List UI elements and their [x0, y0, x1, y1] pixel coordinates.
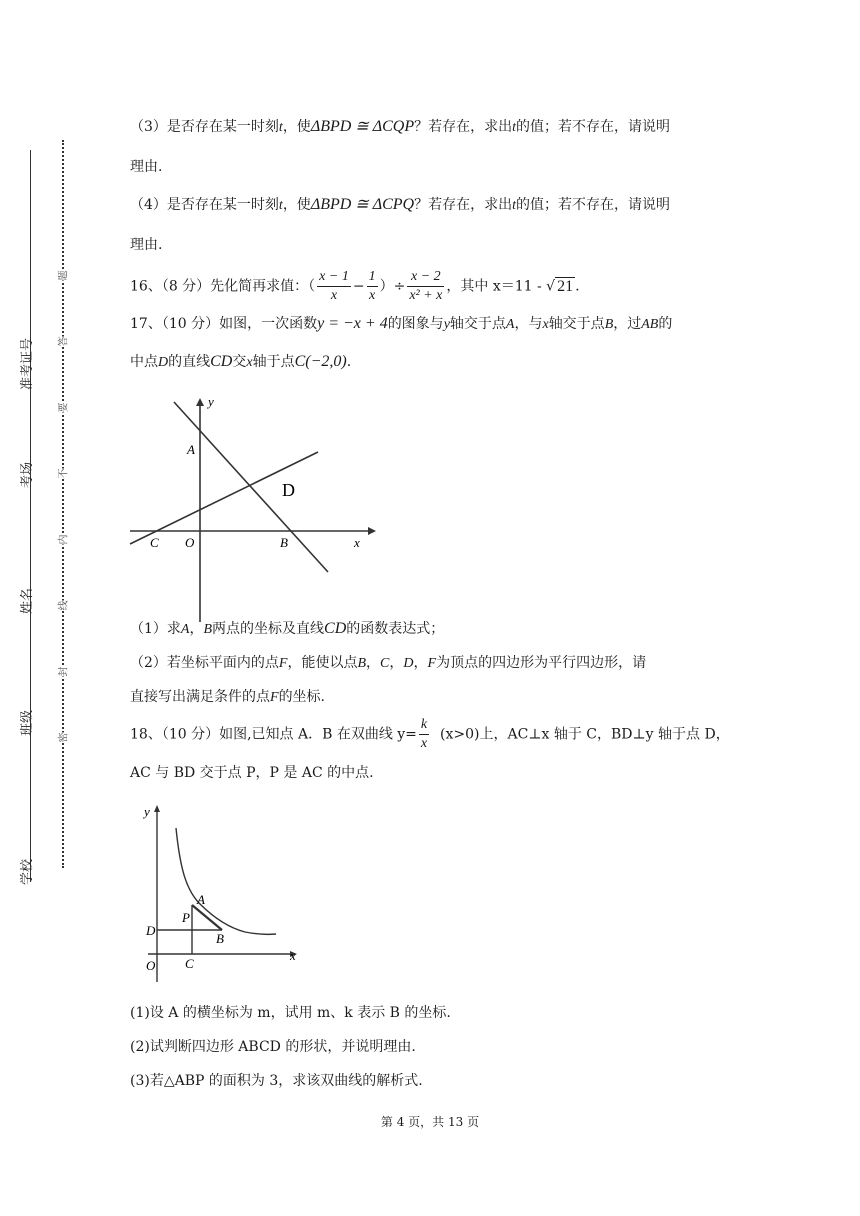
text: ，: [189, 621, 204, 637]
label-O: O: [185, 535, 195, 550]
text: 18、（10 分）如图,已知点 A．B 在双曲线 y=: [130, 726, 417, 743]
q15-part3: [130, 117, 730, 138]
var: x: [246, 355, 253, 370]
text: ，过: [613, 316, 642, 332]
label-D: D: [146, 923, 156, 938]
var: A: [505, 317, 515, 332]
var: A: [180, 622, 190, 637]
var-t: t: [512, 120, 516, 135]
q17-sub2-cont: [130, 687, 730, 708]
var: AB: [641, 317, 659, 332]
fraction: [367, 268, 378, 305]
var-t: t: [278, 120, 283, 135]
segment-AB: [192, 905, 222, 930]
margin-char: 要: [55, 403, 70, 413]
label-y: y: [208, 394, 214, 409]
margin-label-exam-room: 考场: [20, 461, 35, 488]
numerator: k: [419, 716, 429, 735]
var: F: [427, 656, 437, 671]
text: 为顶点的四边形为平行四边形，请: [436, 655, 647, 671]
text: ，: [366, 655, 381, 671]
var: B: [203, 622, 213, 637]
q15-part4: [130, 195, 730, 216]
text: 中点: [130, 354, 158, 370]
denominator: x² + x: [409, 288, 443, 303]
text: （2）若坐标平面内的点: [130, 655, 279, 671]
q17-line1: [130, 314, 730, 335]
text: (x>0)上，AC⊥x 轴于 C，BD⊥y 轴于点 D，: [440, 726, 730, 743]
q18-line2: [130, 763, 730, 783]
text: （1）求: [130, 621, 181, 637]
text: 直接写出满足条件的点: [130, 689, 270, 705]
text: 的直线: [168, 354, 211, 370]
var: x: [542, 317, 549, 332]
numerator: 1: [367, 268, 378, 287]
numerator: x − 1: [317, 268, 351, 287]
text: ，能使以点: [287, 655, 358, 671]
margin-char: 线: [55, 601, 70, 611]
text: ，: [389, 655, 404, 671]
margin-dotted-line: [62, 140, 64, 868]
fraction: [317, 268, 351, 305]
text: (3)若△ABP 的面积为 3，求该双曲线的解析式.: [130, 1073, 423, 1089]
denominator: x: [368, 288, 376, 303]
var: D: [158, 355, 169, 370]
radicand: 21: [557, 277, 574, 295]
var-t: t: [512, 198, 516, 213]
q17-sub2: [130, 653, 730, 674]
label-A: A: [197, 892, 205, 907]
text: 轴于点: [252, 354, 295, 370]
q15-part3-cont: [130, 157, 730, 177]
text: AC 与 BD 交于点 P，P 是 AC 的中点.: [130, 765, 374, 781]
q17-figure: [128, 392, 388, 624]
congruence-expression: ΔBPD ≅ ΔCQP: [310, 118, 415, 135]
denominator: x: [330, 288, 338, 303]
q18-line1: [130, 716, 730, 753]
q18-sub1: [130, 1003, 730, 1023]
text: 理由.: [130, 237, 163, 253]
label-D: D: [282, 480, 295, 500]
label-B: B: [216, 931, 224, 946]
var: CD: [210, 353, 233, 370]
text: 交: [232, 354, 247, 370]
line-AB: [174, 402, 328, 572]
text: 的值；若不存在，请说明: [516, 119, 670, 135]
text: 16、（8 分）先化简再求值：（: [130, 278, 316, 295]
text: .: [575, 278, 580, 295]
text: （3）是否存在某一时刻: [130, 119, 279, 135]
denominator: x: [420, 736, 428, 751]
q15-part4-cont: [130, 235, 730, 255]
text: (1)设 A 的横坐标为 m，试用 m、k 表示 B 的坐标.: [130, 1005, 451, 1021]
text: 的值；若不存在，请说明: [516, 197, 670, 213]
label-C: C: [185, 956, 194, 971]
label-P: P: [182, 910, 190, 925]
x-axis-arrow: [368, 527, 376, 535]
point-coordinates: C(−2,0): [294, 353, 347, 370]
var-t: t: [278, 198, 283, 213]
text: 17、（10 分）如图，一次函数: [130, 316, 318, 332]
text: 的图象与: [387, 316, 444, 332]
text: ？若存在，求出: [414, 197, 513, 213]
operator: ）÷: [379, 278, 406, 295]
var: CD: [324, 620, 347, 637]
var: B: [357, 656, 367, 671]
margin-char: 封: [55, 667, 70, 677]
margin-solid-line: [30, 150, 31, 882]
label-y: y: [144, 804, 150, 819]
numerator: x − 2: [407, 268, 444, 287]
function-expression: y = −x + 4: [317, 315, 388, 332]
text: ，其中 x＝11 -: [446, 278, 542, 295]
margin-char: 不: [55, 469, 70, 479]
text: .: [346, 354, 352, 370]
label-O: O: [146, 958, 156, 973]
q18-figure: [140, 798, 310, 984]
text: ？若存在，求出: [414, 119, 513, 135]
margin-char: 答: [55, 337, 70, 347]
text: 轴交于点: [548, 316, 605, 332]
text: ，: [413, 655, 428, 671]
var: F: [278, 656, 288, 671]
q17-sub1: [130, 619, 730, 640]
text: （4）是否存在某一时刻: [130, 197, 279, 213]
y-axis-arrow: [154, 805, 160, 812]
margin-char: 密: [55, 733, 70, 743]
text: (2)试判断四边形 ABCD 的形状，并说明理由.: [130, 1039, 416, 1055]
text: ，使: [282, 119, 311, 135]
q16: 16、（8 分）先化简再求值：（ $\frac{x - 1}{x}$ − $\frac{1}{x}$ ）÷ $\frac{x - 2}{\text{x² + x}}$ ，其中 x＝11 - √ 21 .: [130, 269, 580, 303]
var: C: [380, 656, 390, 671]
var: D: [403, 656, 414, 671]
q17-line2: [130, 352, 730, 373]
q18-sub2: [130, 1037, 730, 1057]
text: 理由.: [130, 159, 163, 175]
text: 的函数表达式；: [346, 621, 445, 637]
operator: −: [352, 278, 365, 295]
fraction: [419, 716, 429, 753]
margin-char: 题: [55, 271, 70, 281]
margin-char: 内: [55, 535, 70, 545]
text: 轴交于点: [449, 316, 506, 332]
var: B: [604, 317, 614, 332]
text: ，使: [282, 197, 311, 213]
q18-sub3: [130, 1071, 730, 1091]
hyperbola-curve: [176, 828, 276, 934]
label-x: x: [354, 535, 360, 550]
page-footer: 第 4 页，共 13 页: [380, 1115, 480, 1129]
margin-label-name: 姓名: [20, 587, 35, 614]
text: ，与: [514, 316, 543, 332]
var: y: [443, 317, 450, 332]
var: F: [270, 690, 279, 705]
label-B: B: [280, 535, 288, 550]
fraction: [407, 268, 444, 305]
margin-label-exam-number: 准考证号: [20, 337, 35, 390]
margin-label-class: 班级: [20, 709, 35, 736]
text: 的: [658, 316, 673, 332]
y-axis-arrow: [196, 398, 204, 406]
label-x: x: [290, 948, 296, 963]
text: 两点的坐标及直线: [212, 621, 325, 637]
label-C: C: [150, 535, 159, 550]
text: 的坐标.: [278, 689, 326, 705]
congruence-expression: ΔBPD ≅ ΔCPQ: [310, 196, 415, 213]
label-A: A: [187, 442, 195, 457]
margin-label-school: 学校: [20, 858, 35, 885]
